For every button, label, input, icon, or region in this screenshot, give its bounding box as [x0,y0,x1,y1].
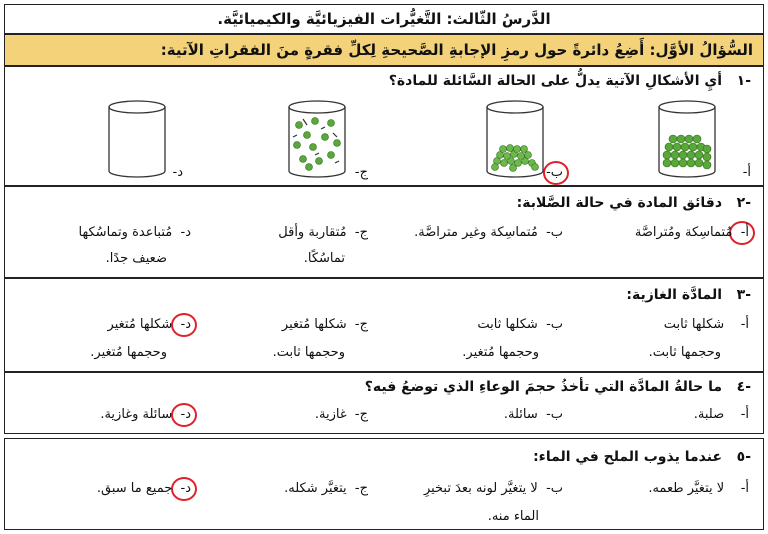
q5-option-b-letter: ب- [546,481,563,496]
q3-option-c-text: شكلها مُتغير [281,317,347,332]
q5-option-d-text: جميع ما سبق. [96,481,173,496]
question-1 [4,66,764,186]
question-1-stem [389,73,751,89]
q3-option-d-letter: د- [180,317,191,332]
q3-option-b-text: شكلها ثابت [477,317,538,332]
question-1-text: أيِ الأشكالِ الآتية يدلُّ على الحالة السَّائلة للمادة؟ [388,73,723,89]
q4-option-c-text: غازية. [314,407,347,422]
beaker-solid-image [655,99,719,179]
question-1-number: -١ [736,73,751,89]
q5-option-a[interactable] [648,481,749,496]
q3-option-d-text: شكلها مُتغير [107,317,173,332]
q3-option-a-text: شكلها ثابت [663,317,725,332]
question-2-stem [517,195,751,211]
q4-option-c[interactable] [315,407,368,422]
q5-option-c-text: يتغيَّر شكله. [284,481,347,496]
beaker-liquid-image [483,99,547,179]
question-3-text: المادَّة الغازية: [626,287,723,303]
q4-option-a-letter: أ- [740,407,749,422]
q1-option-b[interactable]: ب- [546,165,563,180]
q2-option-c-line2: تماسُكًا. [303,251,345,266]
q5-option-c-letter: ج- [354,481,368,496]
q1-option-d[interactable]: د- [172,165,183,180]
q2-option-c[interactable] [278,225,368,240]
question-5-stem [533,449,751,465]
question-5-text: عندما يذوب الملح في الماء: [533,449,723,465]
question-header [4,34,764,66]
q4-option-c-letter: ج- [354,407,368,422]
beaker-gas-image [285,99,349,179]
question-4-text: ما حالةُ المادَّة التي تأخذُ حجمَ الوعاءِ الذي توضعُ فيه؟ [364,379,723,395]
q2-option-b-text: مُتماسِكة وغير متراصَّة. [414,225,538,240]
q5-option-d[interactable] [97,481,191,496]
question-header-text: السُّؤالُ الأوَّل: أَضِعُ دائرةً حول رمزِ الإجابةِ الصَّحيحةِ لِكلِّ فقرةٍ منَ الفقراتِ الآتية: [160,41,753,59]
q3-option-b-line2: وحجمها مُتغير. [462,345,539,360]
q5-option-c[interactable] [284,481,368,496]
question-4-number: -٤ [736,379,751,395]
q3-option-c-line2: وحجمها ثابت. [272,345,345,360]
q3-option-a[interactable] [664,317,749,332]
q2-option-b-letter: ب- [546,225,563,240]
q3-option-b-letter: ب- [546,317,563,332]
q2-option-d[interactable] [79,225,191,240]
q4-option-a[interactable] [694,407,749,422]
q2-option-a[interactable] [635,225,749,240]
q3-option-a-line2: وحجمها ثابت. [648,345,721,360]
q4-option-b-letter: ب- [546,407,563,422]
question-3 [4,278,764,372]
q2-option-d-line2: ضعيف جدًا. [105,251,167,266]
q1-option-a[interactable]: أ- [742,165,751,180]
q5-option-a-text: لا يتغيَّر طعمه. [648,481,725,496]
q4-option-d[interactable] [100,407,191,422]
q5-option-a-letter: أ- [740,481,749,496]
q3-option-c-letter: ج- [354,317,368,332]
question-3-number: -٣ [736,287,751,303]
q4-option-b[interactable] [504,407,563,422]
question-4-stem [365,379,751,395]
q5-option-b-line2: الماء منه. [487,509,539,524]
question-2-text: دقائق المادة في حالة الصَّلابة: [516,195,723,211]
question-5 [4,438,764,530]
q5-option-b[interactable] [424,481,563,496]
q2-option-c-text: مُتقاربة وأقل [278,225,347,240]
q4-option-b-text: سائلة. [503,407,538,422]
beaker-empty-image [105,99,169,179]
q2-option-a-letter: أ- [740,225,749,240]
q3-option-d[interactable] [108,317,191,332]
q4-option-d-text: سائلة وغازية. [100,407,173,422]
question-3-stem [626,287,751,303]
question-2-number: -٢ [736,195,751,211]
q2-option-d-text: مُتباعدة وتماسُكها [78,225,173,240]
q3-option-b[interactable] [477,317,563,332]
q2-option-a-text: مُتماسِكة ومُتراصَّة [634,225,733,240]
q2-option-d-letter: د- [180,225,191,240]
question-2 [4,186,764,278]
q4-option-d-letter: د- [180,407,191,422]
q5-option-b-text: لا يتغيَّر لونه بعدَ تبخيرِ [423,481,538,496]
q3-option-c[interactable] [282,317,368,332]
q3-option-d-line2: وحجمها مُتغير. [90,345,167,360]
q1-option-c[interactable]: ج- [354,165,368,180]
q3-option-a-letter: أ- [740,317,749,332]
q5-option-d-letter: د- [180,481,191,496]
lesson-title [4,4,764,34]
question-5-number: -٥ [736,449,751,465]
question-4 [4,372,764,434]
q4-option-a-text: صلبة. [693,407,725,422]
q2-option-c-letter: ج- [354,225,368,240]
q2-option-b[interactable] [414,225,563,240]
lesson-title-text: الدَّرسُ الثّالث: التَّغيُّرات الفيزيائيَّة والكيميائيَّة. [217,10,551,28]
